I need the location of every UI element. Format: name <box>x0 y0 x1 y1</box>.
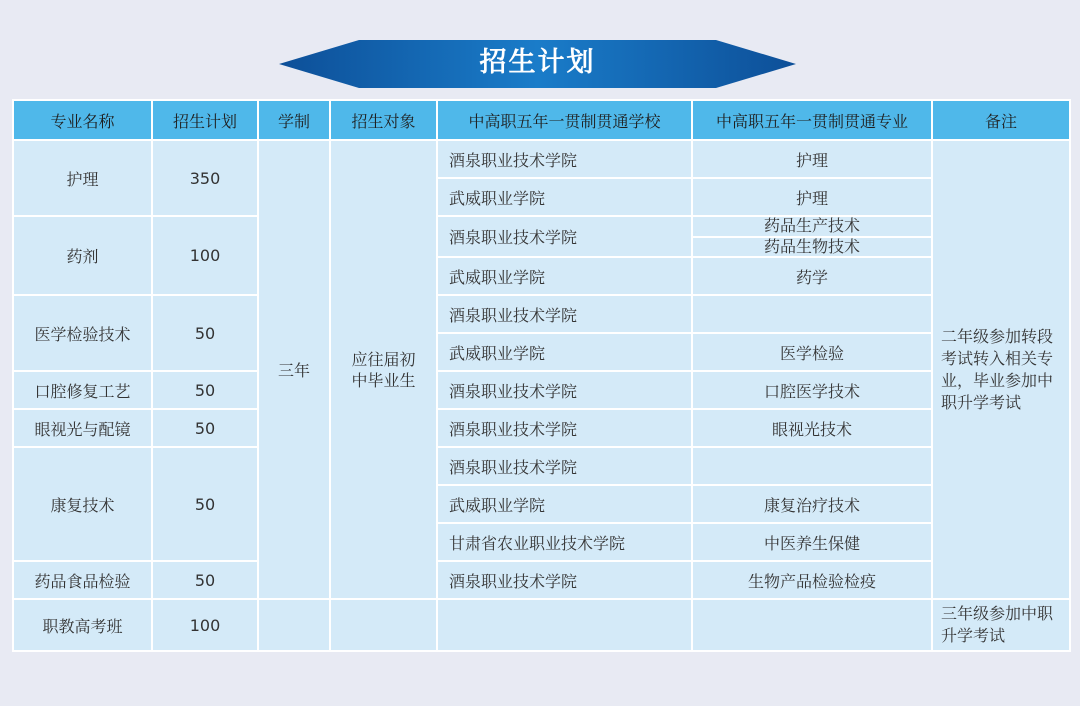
target-line-1: 应往届初 <box>351 349 416 369</box>
linked-major-cell: 口腔医学技术 <box>692 371 932 409</box>
school-cell: 酒泉职业技术学院 <box>437 409 692 447</box>
linked-major-cell: 护理 <box>692 178 932 216</box>
plan-cell: 350 <box>152 140 258 216</box>
header-major-name: 专业名称 <box>13 100 152 140</box>
major-name-cell: 药品食品检验 <box>13 561 152 599</box>
major-name-cell: 口腔修复工艺 <box>13 371 152 409</box>
table-header-row <box>13 100 1070 140</box>
major-name-cell: 药剂 <box>13 216 152 295</box>
linked-major-cell: 眼视光技术 <box>692 409 932 447</box>
school-cell: 酒泉职业技术学院 <box>437 371 692 409</box>
linked-major-cell <box>692 447 932 485</box>
plan-cell: 100 <box>152 216 258 295</box>
school-cell: 甘肃省农业职业技术学院 <box>437 523 692 561</box>
enrollment-plan-table <box>12 99 1071 652</box>
notes-cell-last: 三年级参加中职升学考试 <box>932 599 1070 651</box>
school-cell-empty <box>437 599 692 651</box>
header-target: 招生对象 <box>330 100 437 140</box>
table-row <box>13 409 1070 447</box>
linked-major-cell: 中医养生保健 <box>692 523 932 561</box>
table-row <box>13 140 1070 178</box>
header-plan: 招生计划 <box>152 100 258 140</box>
table-row <box>13 561 1070 599</box>
header-notes: 备注 <box>932 100 1070 140</box>
plan-cell: 50 <box>152 409 258 447</box>
major-name-cell: 眼视光与配镜 <box>13 409 152 447</box>
plan-cell: 50 <box>152 447 258 561</box>
linked-major-cell <box>692 216 932 257</box>
school-cell: 武威职业学院 <box>437 485 692 523</box>
table-row <box>13 371 1070 409</box>
duration-cell: 三年 <box>258 140 330 599</box>
major-name-cell: 医学检验技术 <box>13 295 152 371</box>
notes-cell: 二年级参加转段考试转入相关专业，毕业参加中职升学考试 <box>932 140 1070 599</box>
header-school: 中高职五年一贯制贯通学校 <box>437 100 692 140</box>
school-cell: 酒泉职业技术学院 <box>437 216 692 257</box>
target-cell <box>330 140 437 599</box>
school-cell: 酒泉职业技术学院 <box>437 295 692 333</box>
linked-major-a: 药品生产技术 <box>693 217 931 238</box>
major-name-cell: 康复技术 <box>13 447 152 561</box>
header-duration: 学制 <box>258 100 330 140</box>
linked-major-cell: 护理 <box>692 140 932 178</box>
linked-major-b: 药品生物技术 <box>763 237 860 256</box>
school-cell: 酒泉职业技术学院 <box>437 140 692 178</box>
linked-major-cell-empty <box>692 599 932 651</box>
plan-cell: 50 <box>152 371 258 409</box>
school-cell: 武威职业学院 <box>437 257 692 295</box>
linked-major-cell: 医学检验 <box>692 333 932 371</box>
target-cell-empty <box>330 599 437 651</box>
title-banner <box>279 40 796 88</box>
page-title: 招生计划 <box>479 47 596 78</box>
duration-cell-empty <box>258 599 330 651</box>
linked-major-cell: 康复治疗技术 <box>692 485 932 523</box>
major-name-cell: 职教高考班 <box>13 599 152 651</box>
header-linked-major: 中高职五年一贯制贯通专业 <box>692 100 932 140</box>
linked-major-cell: 药学 <box>692 257 932 295</box>
table-row <box>13 295 1070 333</box>
table-row <box>13 216 1070 257</box>
plan-cell: 50 <box>152 295 258 371</box>
school-cell: 武威职业学院 <box>437 333 692 371</box>
school-cell: 武威职业学院 <box>437 178 692 216</box>
school-cell: 酒泉职业技术学院 <box>437 561 692 599</box>
target-line-2: 中毕业生 <box>351 370 416 390</box>
plan-cell: 50 <box>152 561 258 599</box>
school-cell: 酒泉职业技术学院 <box>437 447 692 485</box>
plan-cell: 100 <box>152 599 258 651</box>
major-name-cell: 护理 <box>13 140 152 216</box>
table-row <box>13 447 1070 485</box>
linked-major-cell: 生物产品检验检疫 <box>692 561 932 599</box>
linked-major-cell <box>692 295 932 333</box>
table-row <box>13 599 1070 651</box>
